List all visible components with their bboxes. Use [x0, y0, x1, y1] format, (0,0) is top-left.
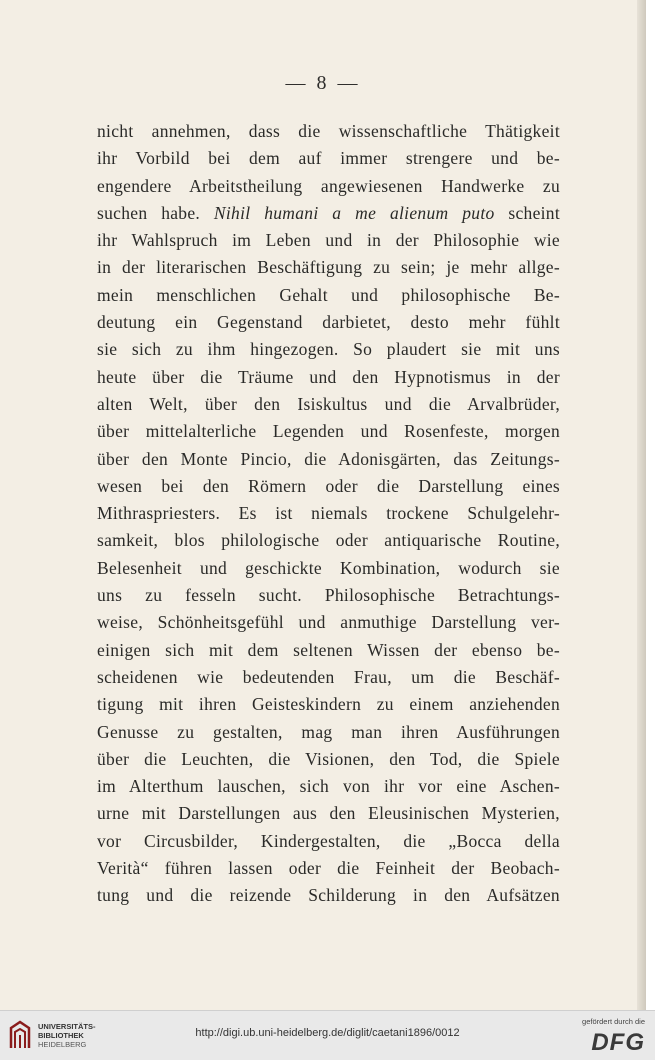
text-line: nicht annehmen, dass die wissenschaftliche Thätigkeit — [97, 121, 560, 141]
text-line: vor Circusbilder, Kindergestalten, die „Bocca della — [97, 830, 560, 851]
text-line: ihr Wahlspruch im Leben und in der Philosophie wie — [97, 230, 560, 251]
text-line: urne mit Darstellungen aus den Eleusinischen Mysterien, — [97, 803, 560, 824]
text-line: ihr Vorbild bei dem auf immer strengere und be- — [97, 148, 560, 169]
funding-note: gefördert durch die — [582, 1017, 645, 1026]
viewer-footer — [0, 1010, 655, 1060]
library-name-line: HEIDELBERG — [38, 1040, 87, 1049]
library-name-line: BIBLIOTHEK — [38, 1031, 84, 1040]
text-line: Belesenheit und geschickte Kombination, wodurch sie — [97, 557, 560, 578]
text-line — [97, 200, 560, 227]
body-text — [97, 118, 560, 910]
text-line: einigen sich mit dem seltenen Wissen der ebenso be- — [97, 639, 560, 660]
text-segment: scheint — [494, 202, 561, 223]
text-line: samkeit, blos philologische oder antiquarische Routine, — [97, 530, 560, 551]
permalink-url[interactable]: http://digi.ub.uni-heidelberg.de/diglit/caetani1896/0012 — [195, 1027, 460, 1039]
text-line: über den Monte Pincio, die Adonisgärten, das Zeitungs- — [97, 448, 560, 469]
text-line: heute über die Träume und den Hypnotismus in der — [97, 366, 560, 387]
text-line: sie sich zu ihm hingezogen. So plaudert sie mit uns — [97, 339, 560, 360]
text-line: weise, Schönheitsgefühl und anmuthige Darstellung ver- — [97, 612, 560, 633]
text-line: Genusse zu gestalten, mag man ihren Ausführungen — [97, 721, 560, 742]
text-line: wesen bei den Römern oder die Darstellung eines — [97, 475, 560, 496]
text-line: alten Welt, über den Isiskultus und die Arvalbrüder, — [97, 393, 560, 414]
page-number-header: — 8 — — [285, 72, 361, 94]
text-line: scheidenen wie bedeutenden Frau, um die Beschäf- — [97, 666, 560, 687]
library-name-line: UNIVERSITÄTS- — [38, 1022, 96, 1031]
text-line: tung und die reizende Schilderung in den Aufsätzen — [97, 885, 560, 906]
text-line: engendere Arbeitstheilung angewiesenen Handwerke zu — [97, 175, 560, 196]
text-line: deutung ein Gegenstand darbietet, desto mehr fühlt — [97, 312, 560, 333]
page-edge-shadow — [637, 0, 646, 1010]
text-line: mein menschlichen Gehalt und philosophische Be- — [97, 284, 560, 305]
latin-quote: Nihil humani a me alienum puto — [213, 202, 495, 223]
text-line: in der literarischen Beschäftigung zu sein; je mehr allge- — [97, 257, 560, 278]
text-segment: suchen habe. — [97, 202, 214, 223]
text-line: Verità“ führen lassen oder die Feinheit der Beobach- — [97, 858, 560, 879]
text-line: über die Leuchten, die Visionen, den Tod, die Spiele — [97, 748, 560, 769]
dfg-logo[interactable]: DFG — [591, 1029, 645, 1056]
text-line: Mithraspriesters. Es ist niemals trockene Schulgelehr- — [97, 503, 560, 524]
text-line: uns zu fesseln sucht. Philosophische Betrachtungs- — [97, 585, 560, 606]
text-line: im Alterthum lauschen, sich von ihr vor eine Aschen- — [97, 776, 560, 797]
text-line: tigung mit ihren Geisteskindern zu einem anziehenden — [97, 694, 560, 715]
text-line: über mittelalterliche Legenden und Rosenfeste, morgen — [97, 421, 560, 442]
